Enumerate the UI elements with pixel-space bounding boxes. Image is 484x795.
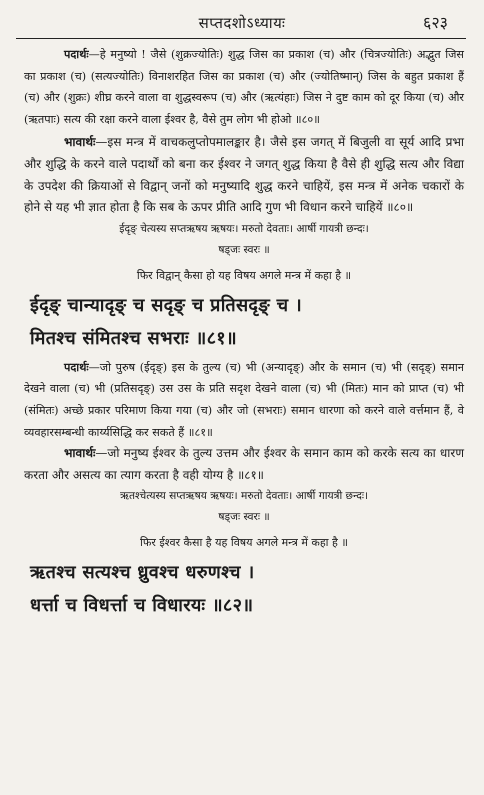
padartha-text: —हे मनुष्यो ! जैसे (शुक्रज्योतिः) शुद्ध जिस का प्रकाश (च) और (चित्रज्योतिः) अद्भुत जिस का प्रकाश (च) (सत्यज्योतिः) विनाशरहित जिस का प्रकाश (च) और (ज्योतिष्मान्) जिस के बहुत प्रकाश हैं (च) और (शुक्रः) शीघ्र करने वाला वा शुद्धस्वरूप (च) और (ऋत्यंहाः) जिस ने दुष्ट काम को दूर किया (च) और (ऋतपाः) सत्य की रक्षा करने वाला ईश्वर है, वैसे तुम लोग भी होओ ॥८०॥ bbox=[24, 48, 464, 126]
padartha-81 bbox=[24, 357, 464, 443]
intro-line-82: फिर ईश्वर कैसा है यह विषय अगले मन्त्र में कहा है ॥ bbox=[140, 536, 348, 550]
page-number: ६२३ bbox=[423, 13, 448, 32]
chapter-title: सप्तदशोऽध्यायः bbox=[198, 14, 286, 32]
rishi-line-81: ईदृङ् चेत्यस्य सप्तऋषय ऋषयः। मरुतो देवताः। आर्षी गायत्री छन्दः। bbox=[119, 222, 369, 235]
bhavartha-81 bbox=[24, 443, 464, 486]
intro-line-81: फिर विद्वान् कैसा हो यह विषय अगले मन्त्र में कहा है ॥ bbox=[136, 268, 352, 282]
bhavartha-text: —जो मनुष्य ईश्वर के तुल्य उत्तम और ईश्वर के समान काम को करके सत्य का धारण करता और असत्य का त्याग करता है वही योग्य है ॥८१॥ bbox=[24, 446, 464, 482]
svara-line-82: षड्जः स्वरः ॥ bbox=[218, 511, 270, 524]
svara-line-81: षड्जः स्वरः ॥ bbox=[218, 243, 270, 256]
header-rule bbox=[16, 38, 466, 39]
padartha-text: —जो पुरुष (ईदृङ्) इस के तुल्य (च) भी (अन्यादृङ्) और के समान (च) भी (सदृङ्) समान देखने वाला (च) भी (प्रतिसदृङ्) उस उस के प्रति सदृश देखने वाला (च) भी (मितः) मान को प्राप्त (च) भी (संमितः) अच्छे प्रकार परिमाण किया गया (च) और जो (सभराः) समान धारणा को करने वाले वर्त्तमान हैं, वे व्यवहारसम्बन्धी कार्य्यसिद्धि कर सकते हैं ॥८१॥ bbox=[24, 360, 464, 439]
bhavartha-80 bbox=[24, 132, 464, 218]
padartha-label: पदार्थः bbox=[64, 47, 89, 61]
mantra-82-line-1: ऋतश्च सत्यश्च ध्रुवश्च धरुणश्च । bbox=[30, 562, 255, 584]
mantra-81-line-2: मितश्च संमितश्च सभराः ॥८१॥ bbox=[30, 327, 237, 349]
bhavartha-label: भावार्थः bbox=[64, 135, 96, 150]
page-header bbox=[0, 10, 484, 38]
bhavartha-text: —इस मन्त्र में वाचकलुप्तोपमालङ्कार है। जैसे इस जगत् में बिजुली वा सूर्य आदि प्रभा और शुद्धि के करने वाले पदार्थों को बना कर ईश्वर ने जगत् शुद्ध किया है वैसे ही शुद्धि सत्य और विद्या के उपदेश की क्रियाओं से विद्वान् जनों को मनुष्यादि शुद्ध करने चाहियें, इस मन्त्र में अनेक चकारों के होने से यह भी ज्ञात होता है कि सब के ऊपर प्रीति आदि गुण भी विधान करने चाहियें ॥८०॥ bbox=[24, 135, 464, 215]
mantra-81-line-1: ईदृङ् चान्यादृङ् च सदृङ् च प्रतिसदृङ् च । bbox=[30, 294, 303, 316]
bhavartha-label: भावार्थः bbox=[64, 446, 96, 461]
mantra-82-line-2: धर्त्ता च विधर्त्ता च विधारयः ॥८२॥ bbox=[30, 595, 254, 617]
page-body bbox=[24, 44, 464, 622]
rishi-line-82: ऋतश्चेत्यस्य सप्तऋषय ऋषयः। मरुतो देवताः। आर्षी गायत्री छन्दः। bbox=[119, 490, 369, 503]
padartha-label: पदार्थः bbox=[64, 359, 89, 374]
padartha-80 bbox=[24, 44, 464, 130]
